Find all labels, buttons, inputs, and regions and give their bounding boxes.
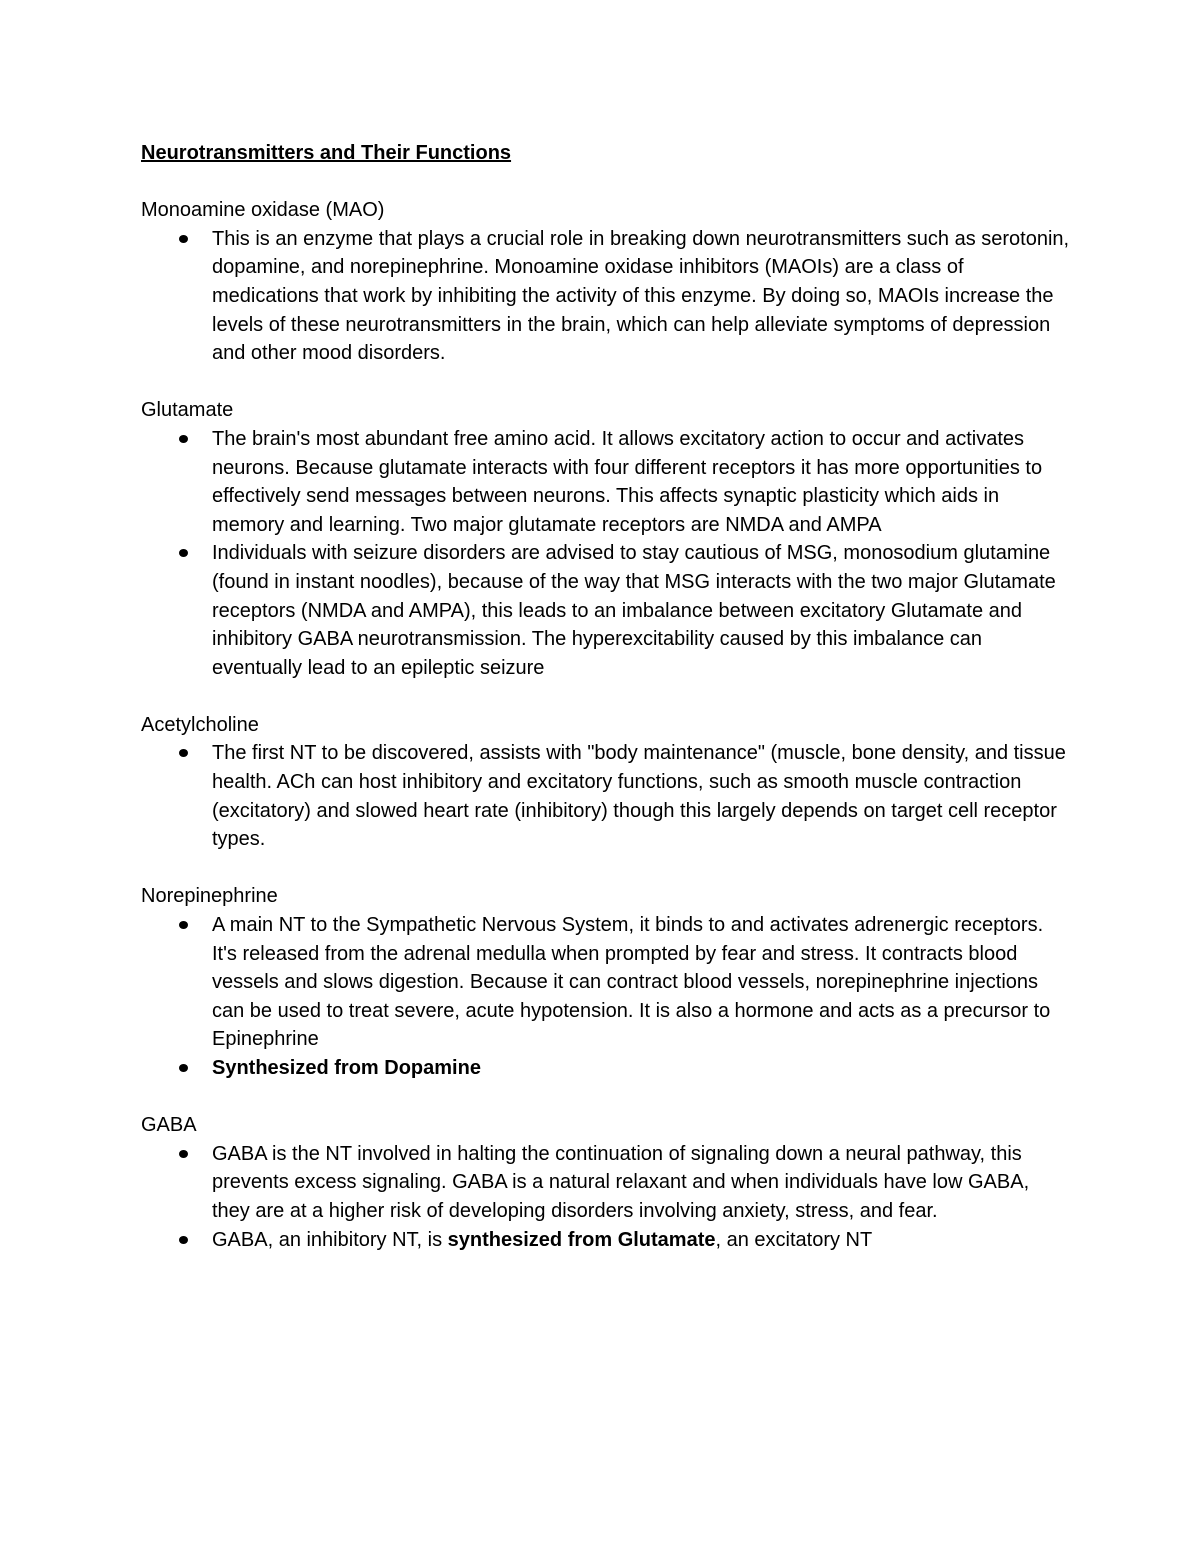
section-heading: Acetylcholine [141,713,259,736]
bullet-icon [179,921,188,929]
bullet-list [141,911,1071,1083]
bullet-text-after: , an excitatory NT [715,1228,873,1251]
section-norepinephrine [141,882,1071,1082]
bullet-item [141,911,1071,1054]
bullet-item [141,739,1071,853]
document-page [141,139,1071,1254]
section-acetylcholine [141,711,1071,854]
bullet-text-before: GABA, an inhibitory NT, is [212,1228,448,1251]
bullet-icon [179,1150,188,1158]
bullet-text: The brain's most abundant free amino acid. It allows excitatory action to occur and activates neurons. Because glutamate interacts with four different receptors it has more opportunities to effectively send messages between neurons. This affects synaptic plasticity which aids in memory and learning. Two major glutamate receptors are NMDA and AMPA [212,427,1043,536]
bullet-list [141,1140,1071,1254]
bullet-icon [179,235,188,243]
section-heading: Monoamine oxidase (MAO) [141,199,385,222]
bullet-list [141,425,1071,682]
bullet-icon [179,1236,188,1244]
bullet-item [141,1140,1071,1226]
bullet-text-bold: Synthesized from Dopamine [212,1057,481,1079]
bullet-item [141,1054,1071,1083]
section-gaba [141,1111,1071,1254]
bullet-text: A main NT to the Sympathetic Nervous System, it binds to and activates adrenergic receptors. It's released from the adrenal medulla when prompted by fear and stress. It contracts blood vessels and slows digestion. Because it can contract blood vessels, norepinephrine injections can be used to treat severe, acute hypotension. It is also a hormone and acts as a precursor to Epinephrine [212,914,1051,1051]
section-glutamate [141,396,1071,682]
bullet-text: GABA is the NT involved in halting the continuation of signaling down a neural pathway, this prevents excess signaling. GABA is a natural relaxant and when individuals have low GABA, they are at a higher risk of developing disorders involving anxiety, stress, and fear. [212,1142,1030,1222]
bullet-text: Individuals with seizure disorders are advised to stay cautious of MSG, monosodium glutamine (found in instant noodles), because of the way that MSG interacts with the two major Glutamate receptors (NMDA and AMPA), this leads to an imbalance between excitatory Glutamate and inhibitory GABA neurotransmission. The hyperexcitability caused by this imbalance can eventually lead to an epileptic seizure [212,542,1056,679]
bullet-text: The first NT to be discovered, assists with "body maintenance" (muscle, bone density, and tissue health. ACh can host inhibitory and excitatory functions, such as smooth muscle contraction (excitatory) and slowed heart rate (inhibitory) though this largely depends on target cell receptor types. [212,742,1066,851]
bullet-list [141,739,1071,853]
bullet-item [141,539,1071,682]
bullet-text: This is an enzyme that plays a crucial role in breaking down neurotransmitters such as serotonin, dopamine, and norepinephrine. Monoamine oxidase inhibitors (MAOIs) are a class of medications that work by inhibiting the activity of this enzyme. By doing so, MAOIs increase the levels of these neurotransmitters in the brain, which can help alleviate symptoms of depression and other mood disorders. [212,227,1070,365]
section-heading: Norepinephrine [141,885,278,908]
section-heading: GABA [141,1114,197,1137]
bullet-item [141,425,1071,539]
bullet-icon [179,1064,188,1072]
bullet-item [141,1226,1071,1255]
bullet-text-bold: synthesized from Glutamate [447,1228,716,1251]
bullet-list [141,225,1071,368]
bullet-icon [179,749,188,757]
bullet-icon [179,435,188,443]
document-title: Neurotransmitters and Their Functions [141,142,512,164]
bullet-item [141,225,1071,368]
section-mao [141,196,1071,368]
section-heading: Glutamate [141,399,234,422]
bullet-icon [179,549,188,557]
